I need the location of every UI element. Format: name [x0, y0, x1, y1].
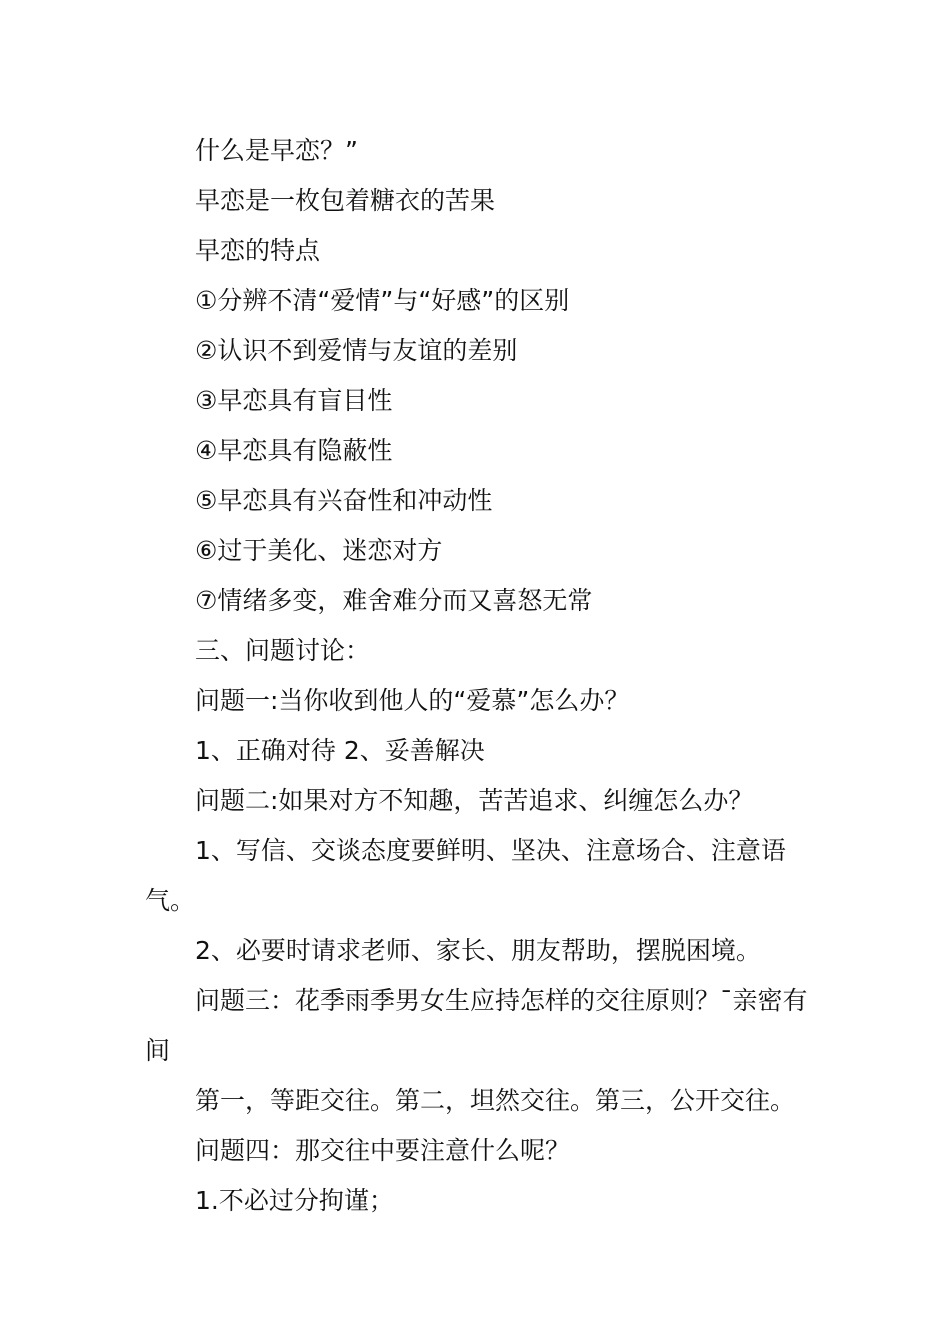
feature-item-5: ⑤早恋具有兴奋性和冲动性	[195, 486, 493, 515]
paragraph-bitter-fruit: 早恋是一枚包着糖衣的苦果	[195, 186, 496, 215]
feature-item-7: ⑦情绪多变，难舍难分而又喜怒无常	[195, 586, 593, 615]
paragraph-what-is-early-love: 什么是早恋？”	[195, 136, 358, 165]
section-heading-discussion: 三、问题讨论：	[195, 636, 371, 665]
question-2: 问题二:如果对方不知趣，苦苦追求、纠缠怎么办？	[195, 786, 754, 815]
feature-item-4: ④早恋具有隐蔽性	[195, 436, 393, 465]
feature-item-6: ⑥过于美化、迷恋对方	[195, 536, 443, 565]
paragraph-features-heading: 早恋的特点	[195, 236, 321, 265]
document-body	[145, 126, 810, 1226]
question-3: 问题三：花季雨季男女生应持怎样的交往原则？¯亲密有间	[145, 986, 808, 1065]
answer-1: 1、正确对待 2、妥善解决	[195, 736, 485, 765]
question-4: 问题四：那交往中要注意什么呢？	[195, 1136, 571, 1165]
question-1: 问题一:当你收到他人的“爱慕”怎么办？	[195, 686, 630, 715]
answer-4-item-1: 1.不必过分拘谨；	[195, 1186, 394, 1215]
feature-item-3: ③早恋具有盲目性	[195, 386, 393, 415]
answer-2-item-2: 2、必要时请求老师、家长、朋友帮助，摆脱困境。	[195, 936, 761, 965]
answer-3: 第一，等距交往。第二，坦然交往。第三，公开交往。	[195, 1086, 796, 1115]
feature-item-1: ①分辨不清“爱情”与“好感”的区别	[195, 286, 570, 315]
feature-item-2: ②认识不到爱情与友谊的差别	[195, 336, 518, 365]
answer-2-item-1: 1、写信、交谈态度要鲜明、坚决、注意场合、注意语气。	[145, 836, 786, 915]
